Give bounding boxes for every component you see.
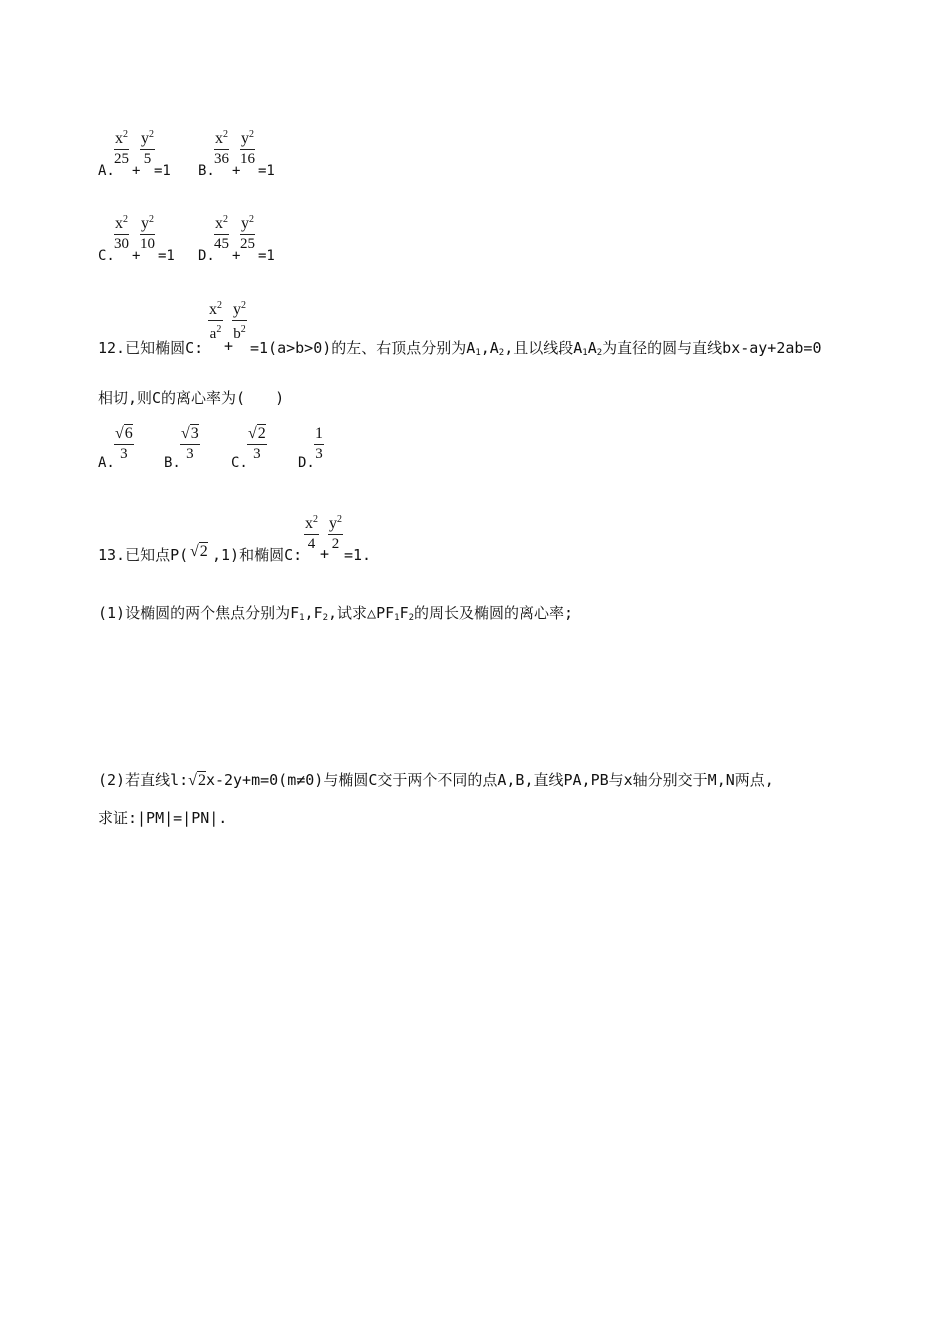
fraction-y: $\frac{y^2}{25}$ bbox=[240, 210, 255, 253]
fraction-y: $\frac{y^2}{5}$ bbox=[140, 125, 155, 168]
fraction-y: $\frac{y^2}{16}$ bbox=[240, 125, 255, 168]
fraction-x: $\frac{x^2}{a^2}$ bbox=[208, 296, 223, 343]
sqrt-2: √2 bbox=[190, 543, 208, 560]
fraction-y: $\frac{y^2}{10}$ bbox=[140, 210, 155, 253]
fraction-x: $\frac{x^2}{4}$ bbox=[304, 510, 319, 553]
fraction-y: $\frac{y^2}{b^2}$ bbox=[232, 296, 247, 343]
sqrt-2: √2 bbox=[188, 772, 206, 789]
option-label: A. bbox=[98, 163, 115, 179]
q13-part1: (1)设椭圆的两个焦点分别为$F_1,F_2$,试求$\triangle PF_1F_2$的周长及椭圆的离心率; bbox=[98, 604, 574, 623]
fraction-x: $\frac{x^2}{30}$ bbox=[114, 210, 129, 253]
fraction-y: $\frac{y^2}{2}$ bbox=[328, 510, 343, 553]
fraction-x: $\frac{x^2}{25}$ bbox=[114, 125, 129, 168]
q13-part2-line2: 求证:|PM|=|PN|. bbox=[98, 809, 228, 827]
q12-stem-line2: 相切,则C的离心率为( ) bbox=[98, 389, 285, 407]
fraction-x: $\frac{x^2}{36}$ bbox=[214, 125, 229, 168]
fraction-x: $\frac{x^2}{45}$ bbox=[214, 210, 229, 253]
q13-part2: (2)若直线l:√2x-2y+m=0(m≠0)与椭圆C交于两个不同的点A,B,直线PA,PB与x轴分别交于M,N两点, bbox=[98, 771, 774, 789]
q13-stem: 13.已知点P( √2 ,1)和椭圆C: $\frac{x^2}{4}$ + $\frac{y^2}{2}$ =1. bbox=[98, 510, 598, 570]
q12-options: A. $\frac{√6}{3}$ B. $\frac{√3}{3}$ C. $\frac{√2}{3}$ D. $\frac{1}{3}$ bbox=[98, 425, 323, 471]
q12-stem: 12.已知椭圆C: $\frac{x^2}{a^2}$ + $\frac{y^2}{b^2}$ =1(a>b>0)的左、右顶点分别为$A_1,A_2$,且以线段$A_1A_2$为直径的圆与直线bx-ay+2ab=0 bbox=[98, 296, 898, 366]
